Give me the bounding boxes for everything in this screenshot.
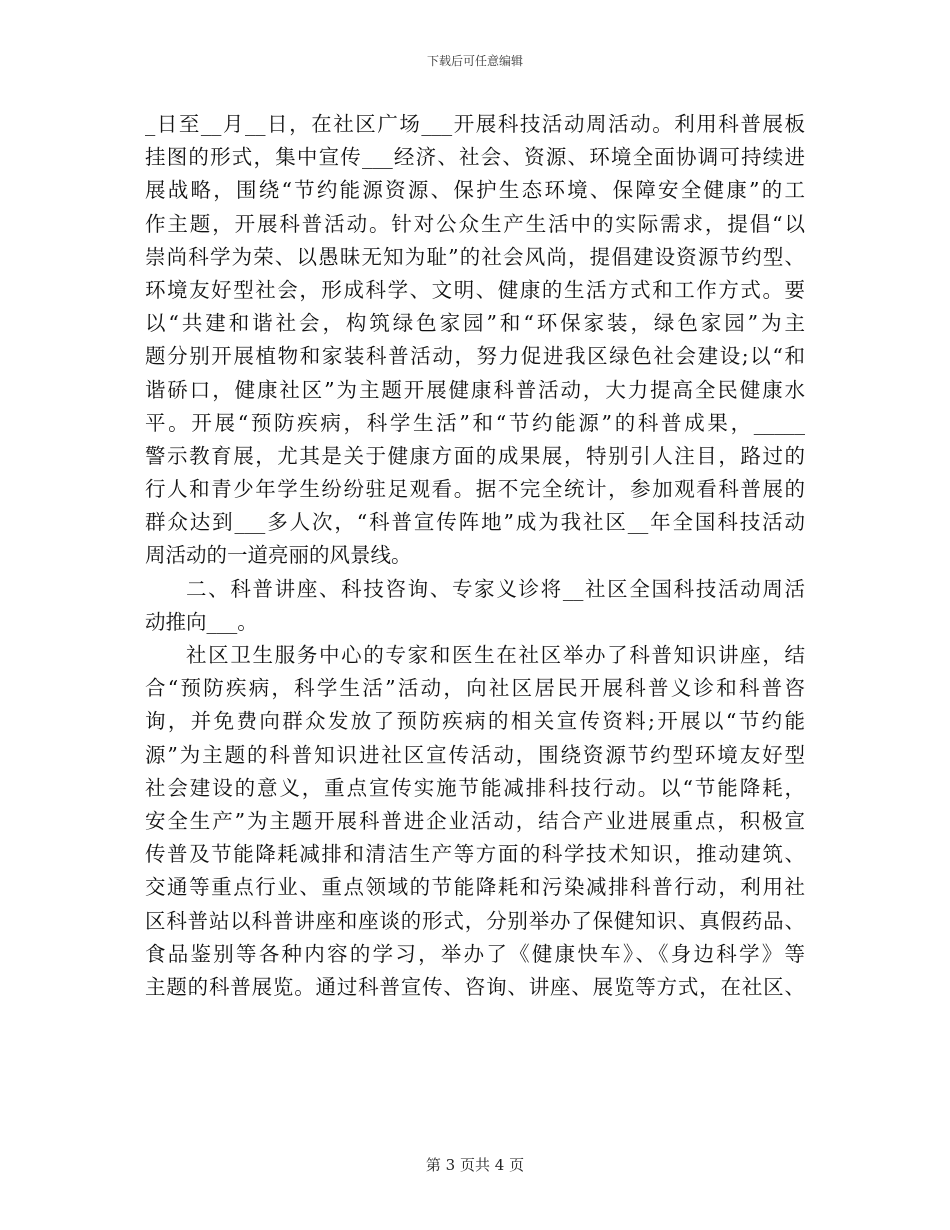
text-line: 警示教育展，尤其是关于健康方面的成果展，特别引人注目，路过的	[145, 443, 805, 468]
text-line: 交通等重点行业、重点领域的节能降耗和污染减排科普行动，利用社	[145, 875, 805, 900]
text-line: 环境友好型社会，形成科学、文明、健康的生活方式和工作方式。要	[145, 277, 805, 302]
text-line: 崇尚科学为荣、以愚昧无知为耻”的社会风尚，提倡建设资源节约型、	[145, 244, 805, 269]
document-body	[145, 108, 805, 1004]
text-line: 题分别开展植物和家装科普活动，努力促进我区绿色社会建设;以“和	[145, 344, 805, 369]
text-line: 安全生产”为主题开展科普进企业活动，结合产业进展重点，积极宣	[145, 808, 805, 833]
text-line: _日至__月__日，在社区广场___开展科技活动周活动。利用科普展板	[145, 112, 805, 136]
text-line: 区科普站以科普讲座和座谈的形式，分别举办了保健知识、真假药品、	[145, 908, 805, 933]
text-line: 源”为主题的科普知识进社区宣传活动，围绕资源节约型环境友好型	[145, 742, 805, 767]
text-line: 以“共建和谐社会，构筑绿色家园”和“环保家装，绿色家园”为主	[145, 311, 805, 336]
text-line: 询，并免费向群众发放了预防疾病的相关宣传资料;开展以“节约能	[145, 709, 805, 734]
page-header: 下载后可任意编辑	[426, 54, 523, 68]
text-line: 合“预防疾病，科学生活”活动，向社区居民开展科普义诊和科普咨	[145, 676, 805, 701]
text-line: 展战略，围绕“节约能源资源、保护生态环境、保障安全健康”的工	[145, 178, 805, 203]
text-line: 社会建设的意义，重点宣传实施节能减排科技行动。以“节能降耗，	[145, 775, 805, 800]
text-line: 平。开展“预防疾病，科学生活”和“节约能源”的科普成果，_____	[145, 410, 805, 435]
text-line: 周活动的一道亮丽的风景线。	[145, 543, 412, 568]
text-line: 行人和青少年学生纷纷驻足观看。据不完全统计，参加观看科普展的	[145, 477, 805, 502]
text-line: 主题的科普展览。通过科普宣传、咨询、讲座、展览等方式，在社区、	[145, 974, 805, 999]
text-line: 作主题，开展科普活动。针对公众生产生活中的实际需求，提倡“以	[145, 211, 805, 236]
text-line: 谐硚口，健康社区”为主题开展健康科普活动，大力提高全民健康水	[145, 377, 805, 402]
text-line: 传普及节能降耗减排和清洁生产等方面的科学技术知识，推动建筑、	[145, 842, 805, 867]
page-footer: 第 3 页共 4 页	[425, 1156, 525, 1174]
text-line: 食品鉴别等各种内容的学习，举办了《健康快车》、《身边科学》等	[145, 941, 805, 966]
section-heading-line: 二、科普讲座、科技咨询、专家义诊将__社区全国科技活动周活	[186, 576, 805, 601]
text-line: 群众达到___多人次，“科普宣传阵地”成为我社区__年全国科技活动	[145, 510, 805, 535]
section-heading-line: 动推向___。	[145, 609, 258, 634]
text-line: 挂图的形式，集中宣传___经济、社会、资源、环境全面协调可持续进	[145, 145, 805, 170]
text-line: 社区卫生服务中心的专家和医生在社区举办了科普知识讲座，结	[186, 643, 805, 667]
